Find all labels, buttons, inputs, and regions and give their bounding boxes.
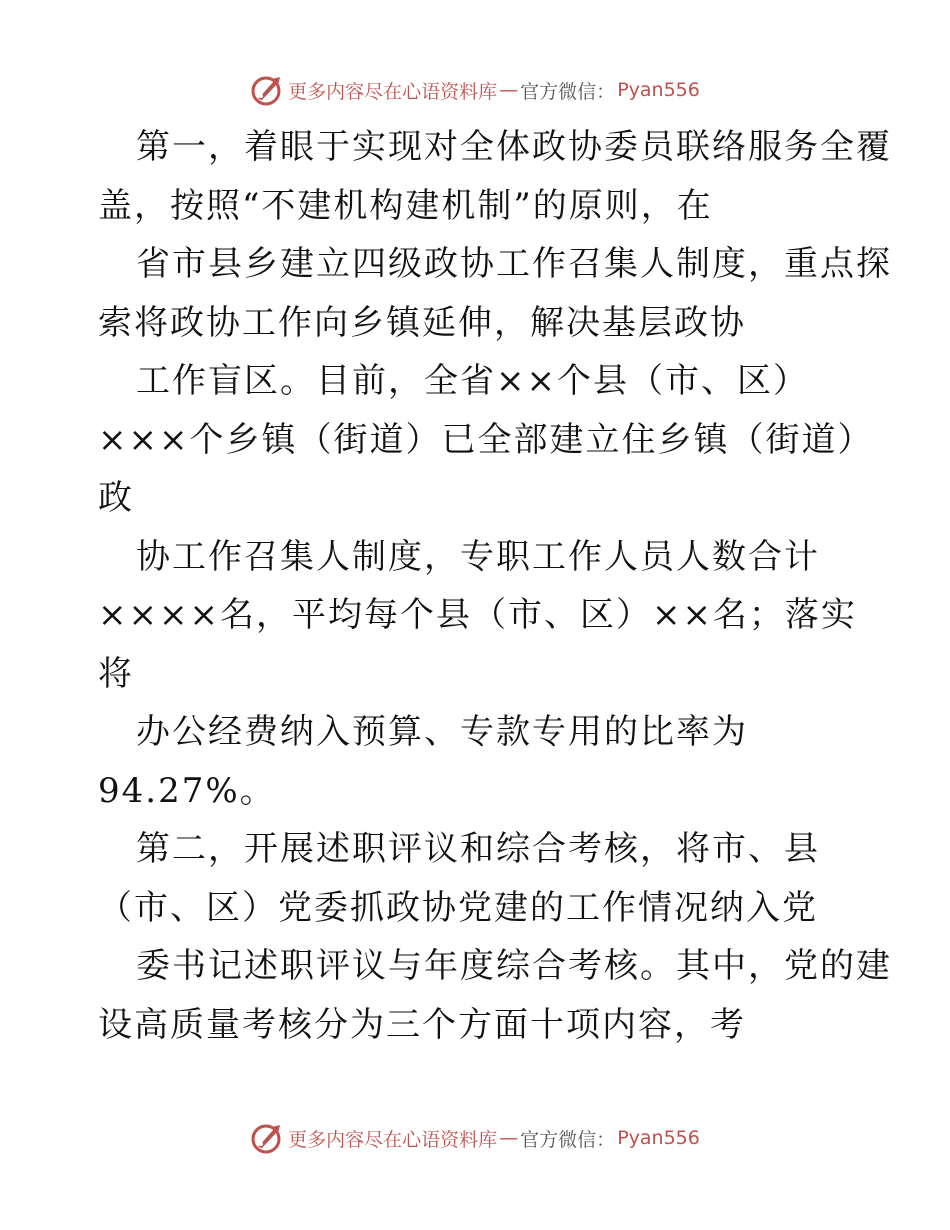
text-line: 工作盲区。目前，全省××个县（市、区） bbox=[136, 361, 809, 401]
text-line: ×××个乡镇（街道）已全部建立住乡镇（街道） bbox=[98, 419, 874, 460]
text-line: 将 bbox=[98, 653, 134, 694]
footer-watermark bbox=[0, 1118, 950, 1158]
watermark-wechat-id: Pyan556 bbox=[617, 79, 700, 101]
quill-logo-icon bbox=[250, 73, 284, 107]
text-line: 办公经费纳入预算、专款专用的比率为 bbox=[136, 712, 748, 752]
watermark-wechat-label: 官方微信： bbox=[520, 1128, 616, 1151]
text-line: 委书记述职评议与年度综合考核。其中，党的建 bbox=[136, 946, 892, 986]
watermark-text: 更多内容尽在心语资料库 bbox=[288, 1128, 498, 1151]
watermark-wechat-id: Pyan556 bbox=[617, 1127, 700, 1149]
text-line: 94.27%。 bbox=[98, 770, 276, 811]
text-line: 政 bbox=[98, 478, 134, 518]
text-line: ××××名，平均每个县（市、区）××名；落实 bbox=[98, 595, 857, 635]
quill-logo-icon bbox=[250, 1121, 284, 1155]
text-line: （市、区）党委抓政协党建的工作情况纳入党 bbox=[98, 887, 818, 928]
text-line: 第二，开展述职评议和综合考核，将市、县 bbox=[136, 829, 820, 869]
watermark-wechat-label: 官方微信： bbox=[520, 80, 616, 103]
document-body bbox=[98, 118, 892, 1054]
text-line: 省市县乡建立四级政协工作召集人制度，重点探 bbox=[136, 244, 892, 284]
text-line: 协工作召集人制度，专职工作人员人数合计 bbox=[136, 536, 820, 577]
watermark-dash: — bbox=[499, 79, 519, 101]
text-line: 设高质量考核分为三个方面十项内容，考 bbox=[98, 1004, 746, 1045]
header-watermark bbox=[0, 70, 950, 110]
watermark-dash: — bbox=[499, 1127, 519, 1149]
watermark-text: 更多内容尽在心语资料库 bbox=[288, 80, 498, 103]
text-line: 索将政协工作向乡镇延伸，解决基层政协 bbox=[98, 302, 746, 343]
text-line: 第一，着眼于实现对全体政协委员联络服务全覆 bbox=[136, 127, 892, 167]
text-line: 盖，按照“不建机构建机制”的原则，在 bbox=[98, 185, 713, 226]
